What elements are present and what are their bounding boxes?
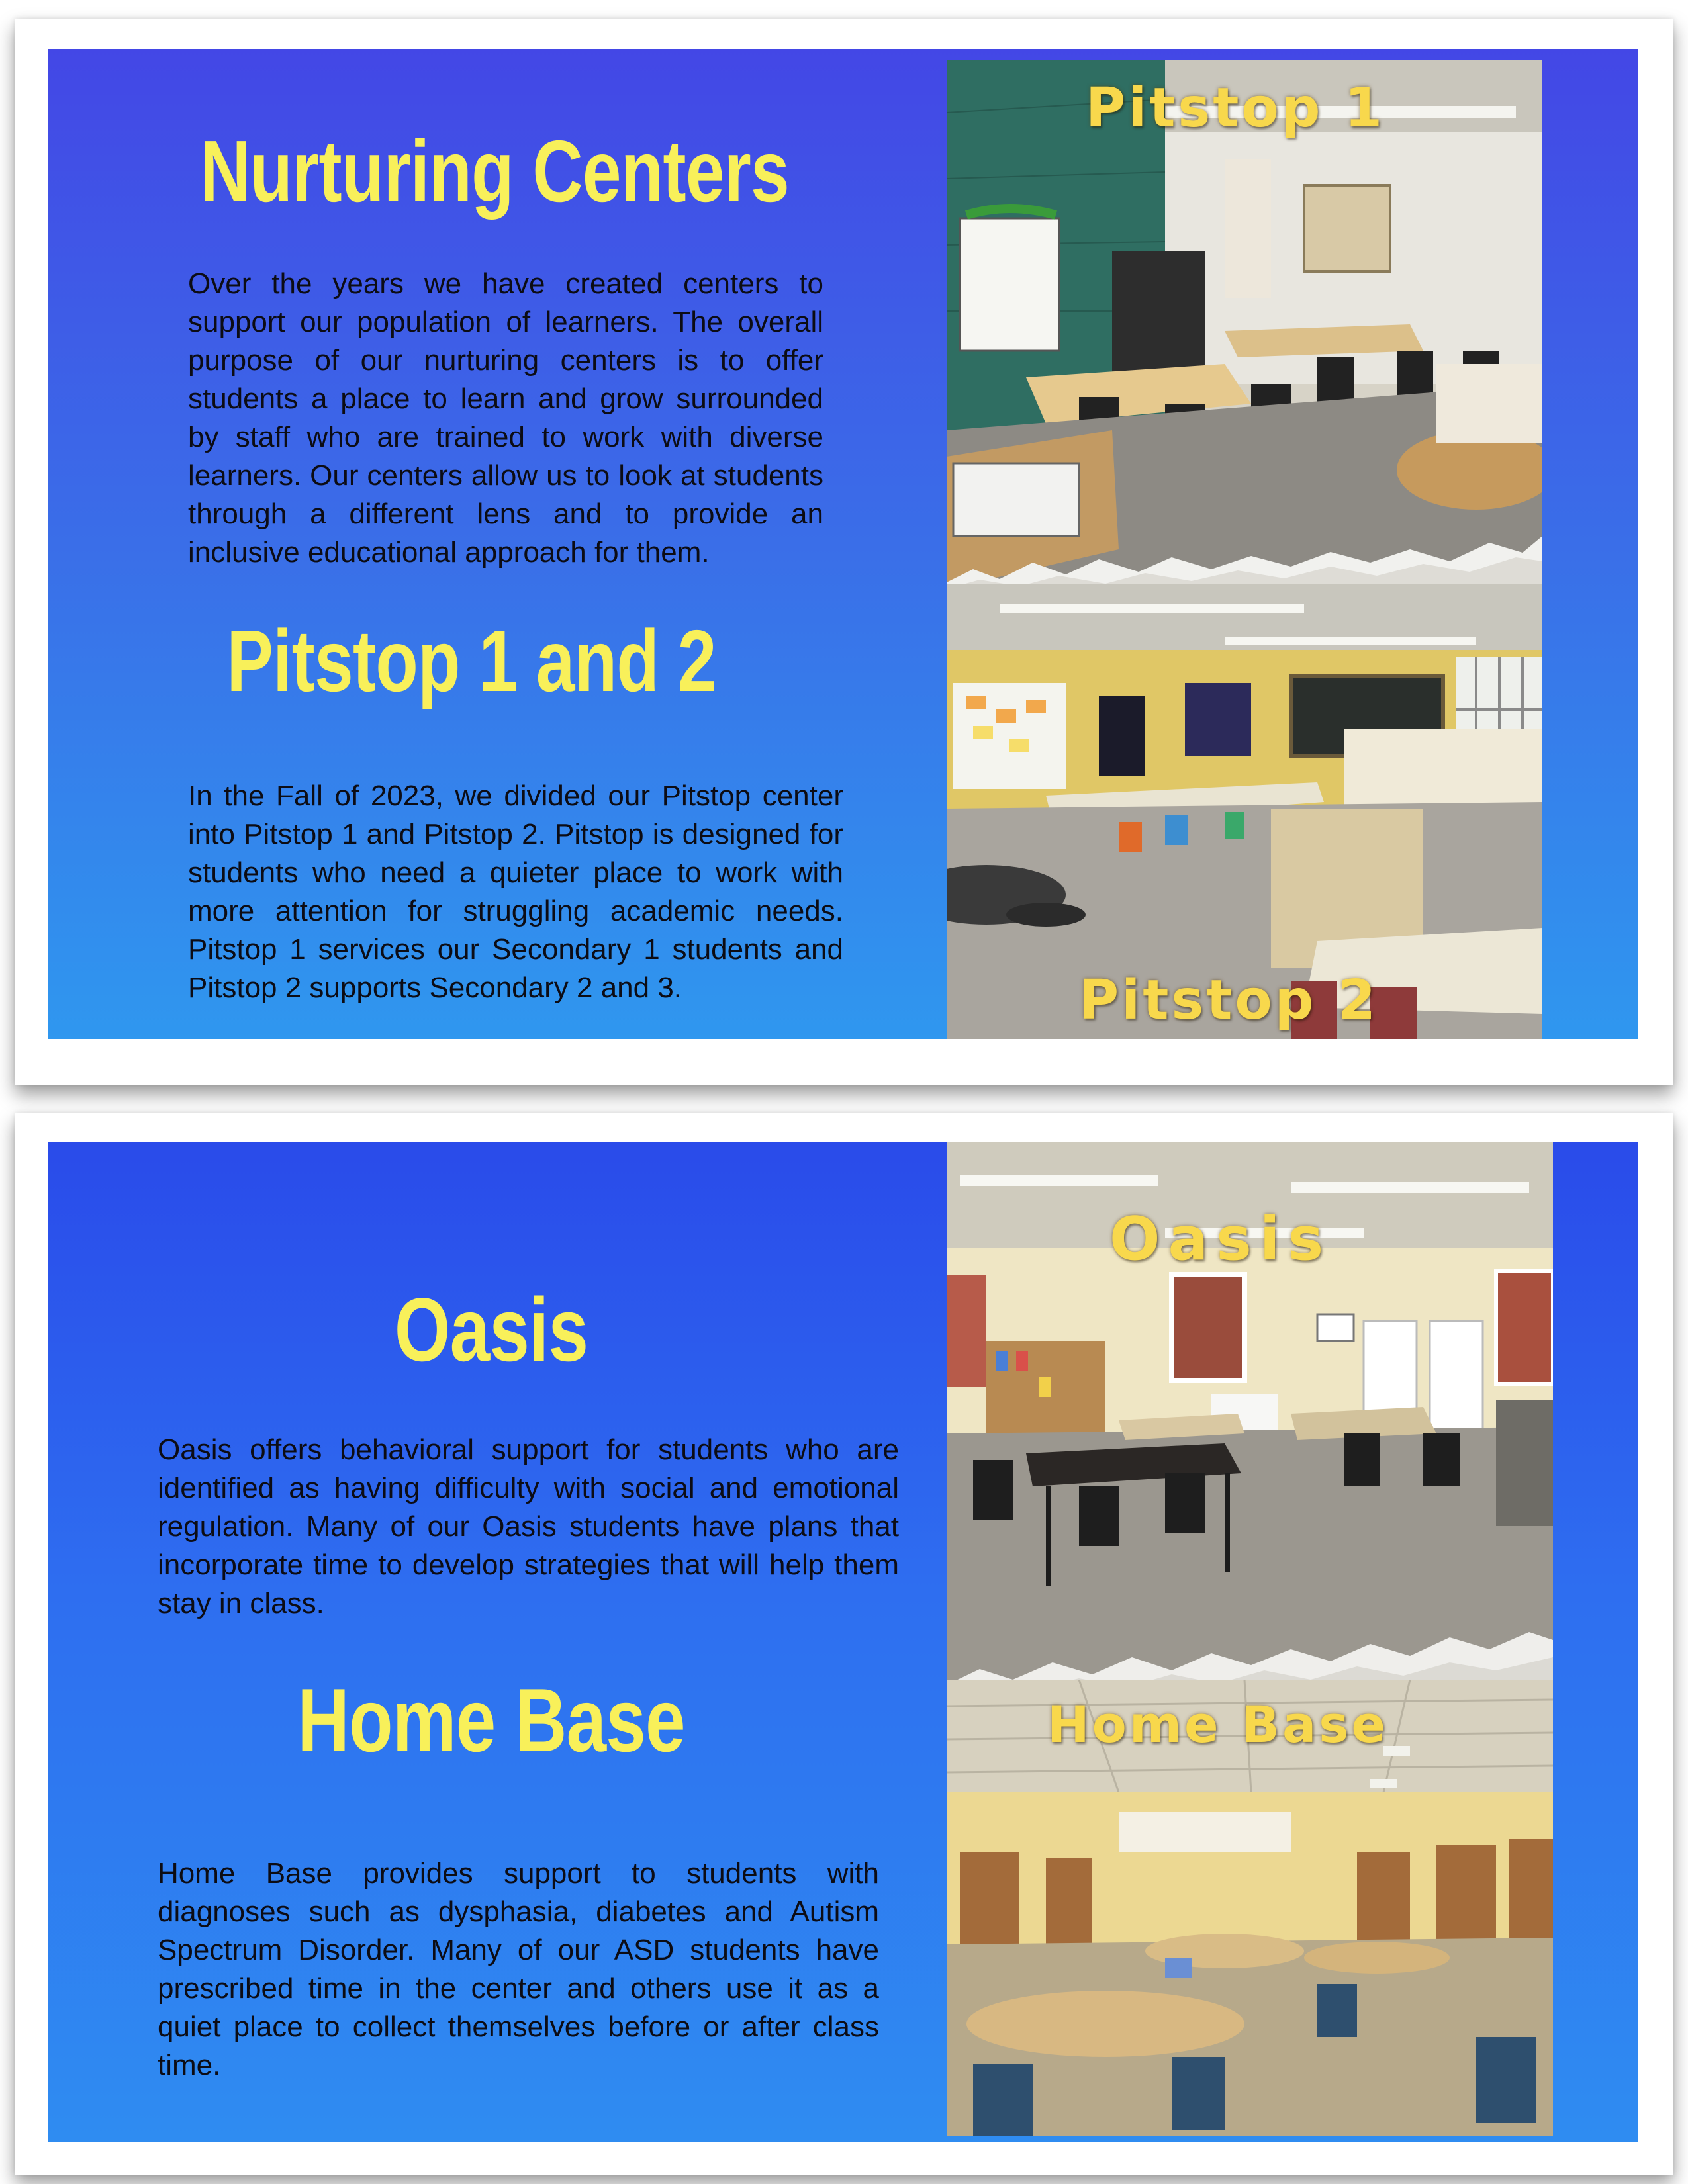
pitstop-1-photo-label: Pitstop 1 [1086,77,1385,140]
pitstop-2-photo-label: Pitstop 2 [1079,969,1379,1032]
pitstop-photo-collage [947,60,1542,1039]
oasis-title: Oasis [394,1279,588,1380]
pitstop-section-body: In the Fall of 2023, we divided our Pitstop center into Pitstop 1 and Pitstop 2. Pitstop is designed for students who need a quieter place to work with more attention for struggling academic needs. Pitstop 1 services our Secondary 1 students and Pitstop 2 supports Secondary 2 and 3. [188,780,843,1004]
oasis-home-base-photo-collage [947,1142,1553,2136]
slide-2-panel [48,1142,1638,2142]
nurturing-centers-intro: Over the years we have created centers to support our population of learners. The overall purpose of our nurturing centers is to offer students a place to learn and grow surrounded by staff who are trained to work with diverse learners. Our centers allow us to look at students through a different lens and to provide an inclusive educational approach for them. [188,267,823,569]
pitstop-section-title: Pitstop 1 and 2 [226,612,716,709]
home-base-title: Home Base [297,1670,685,1770]
slide-1-panel [48,49,1638,1039]
oasis-photo-label: Oasis [1109,1205,1332,1274]
slide-1-title: Nurturing Centers [200,122,789,220]
home-base-body: Home Base provides support to students with diagnoses such as dysphasia, diabetes and Autism Spectrum Disorder. Many of our ASD students have prescribed time in the center and others use it as a quiet place to collect themselves before or after class time. [158,1857,879,2081]
home-base-photo-label: Home Base [1047,1695,1389,1754]
oasis-body: Oasis offers behavioral support for students who are identified as having difficulty with social and emotional regulation. Many of our Oasis students have plans that incorporate time to develop strategies that will help them stay in class. [158,1433,899,1619]
